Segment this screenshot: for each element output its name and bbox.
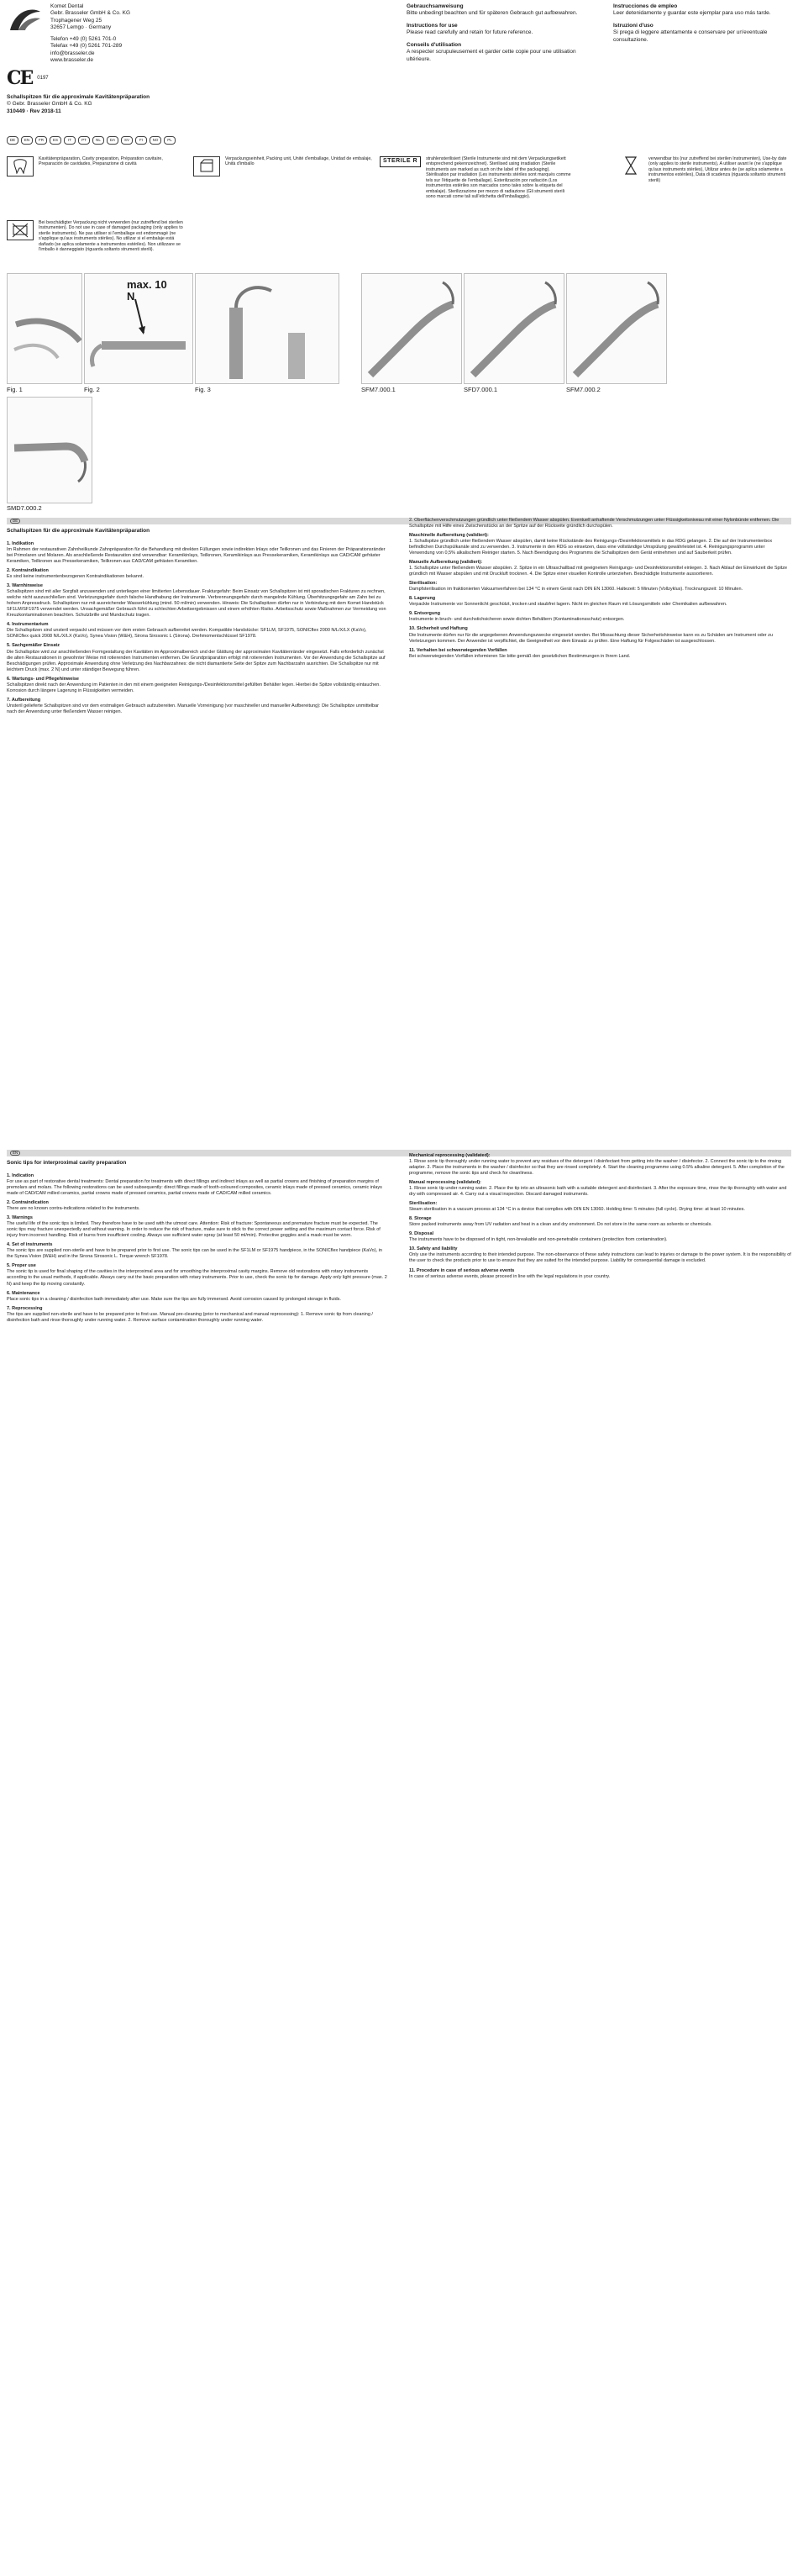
language-badge: DE: [10, 519, 20, 524]
symbol-packing-unit: [193, 156, 374, 176]
language-badge: DE: [7, 136, 18, 145]
care-notice-left: [407, 3, 579, 63]
paragraph-text: There are no known contra-indications related to the instruments.: [7, 1206, 140, 1212]
language-badge: SV: [121, 136, 133, 145]
website: www.brasseler.de: [50, 57, 93, 64]
paragraph-heading: Sterilisation:: [409, 1201, 438, 1207]
paragraph-text: Only use the instruments according to their intended purpose. The non-observance of these safety instructions can lead to injuries or damage to the power system. It is the responsibility of the user to check the products prior to use to ensure that they are suited for the intended purpose. Liability for consequential damage is excluded.: [409, 1252, 791, 1264]
care-title-de: Gebrauchsanweisung: [407, 3, 464, 9]
care-text-fr: A respecter scrupuleusement et garder cette copie pour une utilisation ultérieure.: [407, 49, 576, 62]
paragraph-heading: 4. Instrumentarium: [7, 622, 49, 628]
paragraph-heading: 11. Verhalten bei schwerwiegenden Vorfällen: [409, 647, 507, 653]
symbol-cavity-preparation: [7, 156, 187, 176]
product-image-sfm7-000-1: [361, 273, 462, 384]
paragraph-text: Dampfsterilisation im fraktionierten Vakuumverfahren bei 134 °C in einem Gerät nach DIN EN 13060. Haltezeit: 5 Minuten (Vollzyklus). Trocknungszeit: 10 Minuten.: [409, 587, 743, 593]
document-title-block: [7, 94, 360, 115]
street: Trophagener Weg 25: [50, 17, 102, 24]
paragraph-heading: 3. Warnings: [7, 1215, 33, 1221]
paragraph-text: The useful life of the sonic tips is limited. They therefore have to be used with the utmost care. Attention: Risk of fracture: Spontaneous and premature fracture must be expected. The sonic tips may fracture unexpectedly and without warning. In order to reduce the risk of fracture, make sure to stick to the correct power setting and the maximum contact force. Risk of injury from incorrect handling. Risk of burns from insufficient cooling. Always use sufficient water spray (at least 50 ml/min). Protective goggles and a mask must be worn.: [7, 1221, 381, 1239]
paragraph-heading: Manual reprocessing (validated):: [409, 1180, 481, 1186]
german-column-left: [7, 538, 389, 1130]
paragraph-text: Store packed instruments away from UV radiation and heat in a clean and dry environment. Do not store in the same room as solvents or chemicals.: [409, 1222, 712, 1228]
paragraph-text: 1. Rinse sonic tip thoroughly under running water to prevent any residues of the detergent / disinfectant from getting into the washer / disinfector. 2. Connect the sonic tip to the rinsing adapter. 3. Place the instruments in the washer / disinfector so that they are rinsed completely. 4. Start the cleaning programme using 0.5% alkaline detergent. 5. After completion of the programme, remove the sonic tips and check for cleanliness.: [409, 1159, 785, 1177]
language-badge: ES: [50, 136, 61, 145]
force-label: max. 10 N: [127, 278, 167, 303]
paragraph-text: For use as part of restorative dental treatments: Dental preparation for treatments with direct fillings and indirect inlays as well as partial crowns and finishing of preparation margins of premolars and molars. The following restorations can be used subsequently: direct fillings made of tooth-coloured composites, ceramic inlays made of pressed ceramics, ceramic inlays made of CAD/CAM milled ceramics, partial crowns made of pressed ceramics, partial crowns made of CAD/CAM milled ceramics.: [7, 1179, 382, 1197]
figure-caption: Fig. 3: [195, 386, 211, 393]
paragraph-heading: Maschinelle Aufbereitung (validiert):: [409, 533, 489, 539]
paragraph-text: The sonic tip is used for final shaping of the cavities in the interproximal area and for smoothing the interproximal cavity margins. Remove old restorations with rotary instruments according to the usual methods, if applicable. Always carry out the basic preparation with rotary instruments. Prior to use, check the sonic tip for damage. Apply only light pressure (max. 2 N) and keep the tip moving constantly.: [7, 1269, 387, 1287]
figure-3: [195, 273, 339, 384]
figure-caption: SFM7.000.2: [566, 386, 601, 393]
paragraph-heading: 2. Contraindication: [7, 1200, 49, 1206]
care-title-es: Instrucciones de empleo: [613, 3, 678, 9]
paragraph-heading: 1. Indikation: [7, 541, 34, 546]
figure-caption: Fig. 1: [7, 386, 23, 393]
paragraph-heading: Sterilisation:: [409, 581, 438, 587]
paragraph-heading: 11. Procedure in case of serious adverse events: [409, 1267, 515, 1273]
fax: Telefax +49 (0) 5261 701-289: [50, 43, 123, 50]
ce-marking: [7, 67, 49, 91]
product-image-sfm7-000-2: [566, 273, 667, 384]
damaged-package-icon: [7, 220, 34, 240]
document-number: 310449 · Rev 2018-11: [7, 108, 61, 114]
language-badge: DA: [107, 136, 118, 145]
paragraph-text: 1. Rinse sonic tip under running water. 2. Place the tip into an ultrasonic bath with a suitable detergent and disinfectant. 3. After the exposure time, rinse the tip thoroughly with water and dry with compressed air. 4. Carry out a visual inspection. Discard damaged instruments.: [409, 1186, 787, 1198]
paragraph-heading: 8. Storage: [409, 1216, 432, 1222]
paragraph-text: Unsteril gelieferte Schallspitzen sind vor dem erstmaligen Gebrauch aufzubereiten. Manuelle Vorreinigung (vor maschineller und manueller Aufbereitung): Die Schallspitze unmittelbar nach der Anwendung unter fließendem Wasser reinigen.: [7, 703, 379, 714]
paragraph-text: 1. Schallspitze unter fließendem Wasser abspülen. 2. Spitze in ein Ultraschallbad mit geeignetem Reinigungs- und Desinfektionsmittel einlegen. 3. Nach Ablauf der Einwirkzeit die Spitze gründlich mit Wasser abspülen und mit Druckluft trocknen. 4. Die Spitze einer visuellen Kontrolle unterziehen. Beschädigte Instrumente aussortieren.: [409, 566, 788, 577]
care-text-de: Bitte unbedingt beachten und für späteren Gebrauch gut aufbewahren.: [407, 10, 578, 17]
paragraph-text: Die Schallspitze wird zur anschließenden Formgestaltung der Kavitäten im Approximalbereich und der Glättung der approximalen Kavitätenränder eingesetzt. Falls erforderlich zunächst die alten Restaurationen in gewohnter Weise mit rotierenden Instrumenten entfernen. Die Grundpräparation erfolgt mit rotierenden Instrumenten. Vor der Anwendung die Schallspitze auf Beschädigungen prüfen. Approximale Anwendung ohne Verletzung des Nachbarzahnes: die nicht diamantierte Seite der Spitze zum Nachbarzahn ausrichten. Die Schallspitze nur mit leichtem Druck (max. 2 N) und unter ständiger Bewegung führen.: [7, 649, 386, 672]
paragraph-text: Place sonic tips in a cleaning / disinfection bath immediately after use. Make sure the tips are fully immersed. Avoid corrosion caused by prolonged storage in fluids.: [7, 1296, 341, 1302]
language-badge: EN: [10, 1151, 20, 1156]
language-badge: PL: [164, 136, 176, 145]
paragraph-text: The sonic tips are supplied non-sterile and have to be prepared prior to first use. The sonic tips can be used in the SF1LM or SF1975 handpiece, in the SONICflex handpiece (KaVo), in the Synea Vision (W&H) and in the Sirona Sirosonic L. Torque wrench SF1978.: [7, 1248, 382, 1260]
ce-icon: CE: [7, 67, 33, 89]
language-badge: NL: [92, 136, 104, 145]
sterile-label: STERILE R: [380, 156, 421, 167]
language-badge: FR: [35, 136, 47, 145]
care-text-en: Please read carefully and retain for future reference.: [407, 29, 533, 36]
figure-1: [7, 273, 82, 384]
german-column-right: [409, 518, 791, 1130]
language-badge: IT: [64, 136, 76, 145]
paragraph-text: Die Schallspitzen sind unsteril verpackt und müssen vor dem ersten Gebrauch aufbereitet werden. Kompatible Handstücke: SF1LM, SF1975, SONICflex 2000 N/L/X/LX (KaVo), SONICflex quick 2008 N/L/X/LX (KaVo), Synea Vision (W&H), Sirona Sirosonic L (Sirona). Drehmomentschlüssel SF1978.: [7, 628, 367, 640]
language-badge: EN: [21, 136, 33, 145]
tooth-icon: [7, 156, 34, 176]
paragraph-heading: 5. Proper use: [7, 1263, 36, 1269]
company-legal-name: Gebr. Brasseler GmbH & Co. KG: [50, 10, 131, 17]
city: 32657 Lemgo · Germany: [50, 24, 112, 31]
company-name: Komet Dental: [50, 3, 84, 9]
paragraph-heading: 6. Wartungs- und Pflegehinweise: [7, 676, 79, 682]
symbol-text: verwendbar bis (nur zutreffend bei sterilen Instrumenten), Use-by date (only applies to sterile instruments), A utiliser avant le (ne s'applique qu'aux instruments stériles), Utilizar antes de (se aplica solamente a instrumentos estériles), Data di scadenza (riguarda soltanto strumenti sterili): [648, 156, 787, 183]
paragraph-text: Bei schwerwiegenden Vorfällen informieren Sie bitte gemäß den gesetzlichen Bestimmungen in Ihrem Land.: [409, 653, 631, 659]
care-text-es: Leer detenidamente y guardar este ejemplar para uso más tarde.: [613, 10, 771, 17]
figure-caption: SMD7.000.2: [7, 504, 42, 512]
paragraph-heading: Manuelle Aufbereitung (validiert):: [409, 560, 483, 566]
paragraph-heading: 10. Sicherheit und Haftung: [409, 626, 468, 632]
symbol-text: Verpackungseinheit, Packing unit, Unité d'emballage, Unidad de embalaje, Unità d'imballo: [225, 156, 372, 167]
paragraph-text: Es sind keine instrumentenbezogenen Kontraindikationen bekannt.: [7, 574, 144, 580]
care-text-it: Si prega di leggere attentamente e conservare per un'eventuale consultazione.: [613, 29, 768, 43]
paragraph-heading: 7. Aufbereitung: [7, 697, 41, 703]
paragraph-heading: 1. Indication: [7, 1173, 34, 1178]
figure-caption: Fig. 2: [84, 386, 100, 393]
paragraph-text: Schallspitzen direkt nach der Anwendung im Patienten in den mit einem geeigneten Reinigungs-/Desinfektionsmittel gefüllten Behälter legen. Hierbei die Spitze vollständig eintauchen. Korrosion durch längere Lagerung in Flüssigkeiten vermeiden.: [7, 682, 381, 693]
figure-caption: SFM7.000.1: [361, 386, 396, 393]
paragraph-text: Verpackte Instrumente vor Sonnenlicht geschützt, trocken und staubfrei lagern. Nicht im gleichen Raum mit Lösungsmitteln oder Chemikalien aufbewahren.: [409, 602, 727, 608]
paragraph-heading: 4. Set of instruments: [7, 1242, 53, 1248]
paragraph-text: 2. Oberflächenverschmutzungen gründlich unter fließendem Wasser abspülen. Eventuell anhaftende Verschmutzungen unter Flüssigkeitsniveau mit einer Nylonbürste entfernen. Die Schallspitze mit Hilfe eines Zwischenstücks an der Spritze auf der Rückseite gründlich durchspülen.: [409, 518, 780, 529]
copyright: © Gebr. Brasseler GmbH & Co. KG: [7, 101, 92, 108]
paragraph-text: Die Instrumente dürfen nur für die angegebenen Anwendungszwecke eingesetzt werden. Bei Missachtung dieser Sicherheitshinweise kann es zu Schäden am Instrument oder zu Verletzungen kommen. Der Anwender ist verpflichtet, die Geeignetheit vor dem Einsatz zu prüfen. Eine Haftung für Folgeschäden ist ausgeschlossen.: [409, 632, 773, 644]
paragraph-text: Steam sterilisation in a vacuum process at 134 °C in a device that complies with DIN EN 13060. Holding time: 5 minutes (full cycle). Drying time: at least 10 minutes.: [409, 1207, 745, 1213]
section-title-en: Sonic tips for interproximal cavity preparation: [7, 1160, 127, 1166]
paragraph-heading: 9. Entsorgung: [409, 611, 440, 617]
phone: Telefon +49 (0) 5261 701-0: [50, 35, 117, 42]
care-title-it: Istruzioni d'uso: [613, 22, 654, 29]
figure-2: [84, 273, 193, 384]
symbol-text: Bei beschädigter Verpackung nicht verwenden (nur zutreffend bei sterilen Instrumenten). Do not use in case of damaged packaging (only applies to sterile instruments). Ne pas utiliser si l'emballage est endommagé (ne s'applique qu'aux instruments stériles). No utilizar si el embalaje está dañado (se aplica solamente a instrumentos estériles). Non utilizzare se l'imballo è danneggiato (riguarda soltanto strumenti sterili).: [39, 220, 183, 253]
care-title-en: Instructions for use: [407, 22, 458, 29]
symbol-sterile: [380, 156, 615, 200]
english-column-left: [7, 1170, 389, 2565]
section-title-de: Schallspitzen für die approximale Kavitätenpräparation: [7, 528, 150, 534]
komet-logo: [7, 5, 44, 35]
language-badge: PT: [78, 136, 90, 145]
paragraph-heading: 2. Kontraindikation: [7, 568, 49, 574]
symbol-text: Kavitätenpräparation, Cavity preparation, Préparation cavitaire, Preparación de cavidades, Preparazione di cavità: [39, 156, 163, 167]
hourglass-icon: [618, 156, 643, 175]
product-image-smd7-000-2: [7, 397, 92, 503]
package-icon: [193, 156, 220, 176]
symbol-use-by: [618, 156, 791, 183]
care-notice-right: [613, 3, 785, 44]
paragraph-heading: 5. Sachgemäßer Einsatz: [7, 643, 60, 649]
paragraph-text: Schallspitzen sind mit aller Sorgfalt anzuwenden und unterliegen einer limitierten Lebensdauer. Frakturgefahr: Beim Einsatz von Schallspitzen ist mit sporadischen Frakturen zu rechnen, welche nicht auszuschließen sind. Verletzungsgefahr durch falsche Handhabung der Instrumente. Verbrennungsgefahr durch mangelnde Kühlung. Überhitzungsgefahr am Zahn bei zu hohem Anpressdruck. Schallspitzen nur mit ausreichender Wasserkühlung (mind. 50 ml/min) verwenden. Hinweis: Die Schallspitzen dürfen nur in Verbindung mit dem Komet Handstück SF1LM/SF1975 verwendet werden. Unsachgemäßer Gebrauch führt zu schlechten Arbeitsergebnissen und einem erhöhten Risiko. Arbeitsschutz sowie Maßnahmen zur Vermeidung von Kreuzkontaminationen beachten. Schutzbrille und Mundschutz tragen.: [7, 589, 386, 619]
symbol-damaged-package: [7, 220, 187, 253]
paragraph-heading: 3. Warnhinweise: [7, 583, 43, 589]
care-title-fr: Conseils d'utilisation: [407, 41, 462, 48]
ce-number: 0197: [37, 76, 49, 81]
paragraph-text: 1. Schallspitze gründlich unter fließendem Wasser abspülen, damit keine Rückstände des Reinigungs-/Desinfektionsmittels in das RDG gelangen. 2. Die auf der Instrumentenbox befindlichen Durchspülkanäle sind zu verwenden. 3. Instrumente in den RDG so einsetzen, dass eine vollständige Umspülung gewährleistet ist. 4. Reinigungsprogramm unter Verwendung von 0,5% alkalischem Reiniger starten. 5. Nach Beendigung des Programms die Schallspitzen dem Gerät entnehmen und auf Sauberkeit prüfen.: [409, 539, 773, 556]
paragraph-heading: 6. Maintenance: [7, 1290, 40, 1296]
language-badge: FI: [135, 136, 147, 145]
language-badges: [7, 136, 176, 145]
figure-caption: SFD7.000.1: [464, 386, 498, 393]
paragraph-heading: 9. Disposal: [409, 1231, 434, 1237]
email: info@brasseler.de: [50, 50, 95, 56]
paragraph-heading: 10. Safety and liability: [409, 1246, 458, 1252]
paragraph-text: In case of serious adverse events, please proceed in line with the legal regulations in your country.: [409, 1273, 611, 1279]
symbol-text: strahlensterilisiert (Sterile Instrumente sind mit dem Verpackungsetikett entsprechend gekennzeichnet). Sterilised using irradiation (Sterile instruments are marked as such on the label of the packaging). Stérilisation par irradiation (Les instruments stériles sont marqués comme tels sur l'étiquette de l'emballage). Esterilización por radiación (Los instrumentos estériles son marcados como tales sobre la etiqueta del embalaje). Sterilizzazione per mezzo di radiazione (Gli strumenti sterili sono marcati come tali sull'etichetta dell'imballaggio).: [426, 156, 571, 200]
paragraph-text: Im Rahmen der restaurativen Zahnheilkunde Zahnpräparation für die Behandlung mit direkten Füllungen sowie indirekten Inlays oder Teilkronen und das Finieren der Präparationsränder bei Primolaren und Molaren. Als anschließende Restauration sind verwendbar: Keramikinlays, Teilkronen, Keramikinlays aus Pressekeramiken, Keramikinlays aus CAD/CAM gefräster Keramiken, Teilkronen aus Pressekeramiken, Teilkronen aus CAD/CAM gefrästen Keramiken.: [7, 547, 386, 565]
paragraph-heading: 8. Lagerung: [409, 596, 436, 602]
paragraph-text: The tips are supplied non-sterile and have to be prepared prior to first use. Manual pre-cleaning (prior to mechanical and manual reprocessing): 1. Remove sonic tip from cleaning / disinfection bath and rinse thoroughly under running water. 2. Remove surface contamination thoroughly under running water.: [7, 1311, 373, 1323]
language-badge: NO: [150, 136, 161, 145]
paragraph-text: Instrumente in bruch- und durchstichsicheren sowie dichten Behältern (Kontaminationsschutz) entsorgen.: [409, 617, 625, 623]
paragraph-text: The instruments have to be disposed of in tight, non-breakable and non-penetrable containers (protection from contamination).: [409, 1237, 668, 1243]
manufacturer-address: [50, 3, 218, 65]
paragraph-heading: Mechanical reprocessing (validated):: [409, 1153, 491, 1158]
product-image-sfd7-000-1: [464, 273, 564, 384]
english-column-right: [409, 1150, 791, 2565]
sterile-r-icon: [380, 156, 421, 200]
document-title: Schallspitzen für die approximale Kavitätenpräparation: [7, 94, 150, 100]
paragraph-heading: 7. Reprocessing: [7, 1305, 43, 1311]
